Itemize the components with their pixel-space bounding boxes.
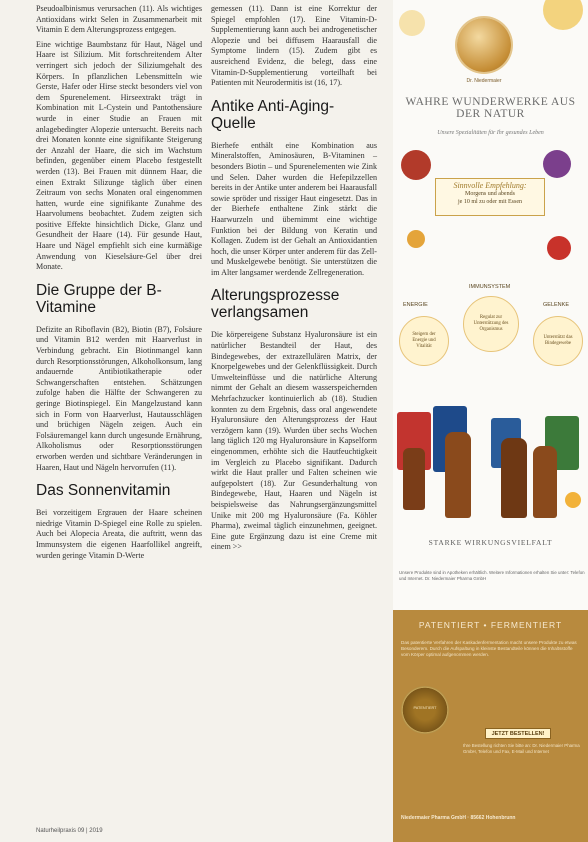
recommendation-line: je 10 ml zu oder mit Essen (458, 199, 522, 205)
paragraph: Bei vorzeitigem Ergrauen der Haare scheinen niedrige Vitamin D-Spiegel eine Rolle zu spielen. Auch bei Alopecia Areata, die auftritt, wenn das Immunsystem die eigenen Haarfollikel angreift, wurden geringe Vitamin D-Werte (36, 508, 202, 560)
brand-logo (457, 18, 511, 72)
fruit-illustration (543, 150, 571, 178)
recommendation-title: Sinnvolle Empfehlung: (453, 181, 527, 190)
decorative-splash (399, 10, 425, 36)
paragraph: Pseudoalbinismus verursachen (11). Als wichtiges Antioxidans wirkt Selen in Zusammenarbeit mit Vitamin E dem Alterungsprozess entgegen. (36, 4, 202, 35)
ad-headline: WAHRE WUNDERWERKE AUS DER NATUR (405, 96, 576, 120)
section-heading-alterungsprozesse: Alterungsprozesse verlangsamen (211, 287, 340, 322)
page-footer: Naturheilpraxis 09 | 2019 (36, 828, 103, 834)
product-bottle (533, 446, 557, 518)
benefit-bubble-left: Steigern der Energie und Vitalität (399, 316, 449, 366)
patent-panel (393, 610, 588, 842)
paragraph: gemessen (11). Dann ist eine Korrektur der Spiegel empfohlen (17). Eine Vitamin-D-Supplementierung kann auch bei androgenetischer Alopezie und bei diffusem Haarausfall die Symptome lindern (15). Zudem gibt es ausreichend Evidenz, die belegt, dass eine Vitamin-D-Supplementierung vorteilhaft bei Patienten mit Neurodermitis ist (16, 17). (211, 4, 377, 88)
paragraph: Eine wichtige Baumbstanz für Haut, Nägel und Haare ist Silizium. Mit fortschreitendem Alter verringert sich jedoch der Siliziumgehalt des Körpers. In pflanzlichen Lebensmitteln wie Gerste, Hafer oder Hirse steckt besonders viel von dem Spurenelement. Hirseextrakt trägt in Kombination mit L-Cystein und Pantothensäure wurde in einer Studie an Frauen mit anlagebedingter Alopezie untersucht. Bereits nach drei Monaten konnte eine signifikante Steigerung der Anzahl der Haare, die sich im Wachstum befinden, gegenüber einem Placebo festgestellt werden (13). Bei Frauen mit dünnem Haar, die einen Extrakt Silizunge täglich über einen Zeitraum von sechs Monaten oral eingenommen hatten, wurde eine signifikante Zunahme des Haarvolumens beobachtet. Zudem zeigten sich positive Effekte hinsichtlich Dicke, Glanz und Gesundheit der Haare (14). Für gesunde Haut, Haare und Nägel empfiehlt sich eine kurmäßige Anwendung von Kieselsäure-Gel über drei Monate. (36, 39, 202, 272)
product-bottle (445, 432, 471, 518)
decorative-splash (543, 0, 583, 30)
product-bottle (403, 448, 425, 510)
benefit-bubble-center: Regulat zur Unterstützung des Organismus (463, 296, 519, 352)
fruit-illustration (401, 150, 431, 180)
ad-fineprint: Unsere Produkte sind in Apotheken erhältlich. Weitere Informationen erhalten Sie unter: Telefon und Internet. Dr. Niedermaier Pharma GmbH (399, 570, 585, 581)
patent-title: PATENTIERT • FERMENTIERT (418, 620, 563, 630)
product-bottle (501, 438, 527, 518)
ad-strength-line: STARKE WIRKUNGSVIELFALT (428, 538, 553, 547)
order-now-button[interactable]: JETZT BESTELLEN! (485, 728, 551, 739)
recommendation-box (435, 178, 545, 216)
brand-name: Dr. Niedermaier (466, 78, 502, 84)
patent-text: Das patentierte Verfahren der Kaskadenfermentation macht unsere Produkte zu etwas Besonderem. Durch die Aufspaltung in kleinste Bestandteile können die Inhaltsstoffe vom Körper optimal aufgenommen werden. (401, 640, 577, 657)
article-column-right (211, 4, 377, 557)
section-heading-anti-aging: Antike Anti-Aging-Quelle (211, 97, 335, 132)
immun-label: IMMUNSYSTEM (469, 284, 511, 290)
article-column-left (36, 4, 202, 565)
paragraph: Defizite an Riboflavin (B2), Biotin (B7), Folsäure und Vitamin B12 werden mit Haarverlust in Verbindung gebracht. Ein Biotinmangel kann durch Resorptionsstörungen, Alkoholkonsum, lang andauernde Antibiotikatherapie oder Schwangerschaften entstehen. Schätzungen zufolge haben die Hälfte der Schwangeren zu geringe Biotinspiegel. Ein Mangelzustand kann sich in Form von Haarverlust, Hautausschlägen und brüchigen Nägeln zeigen. Auch ein Folsäuremangel kann durch ungesunde Ernährung, Alkoholismus oder Resorptionsstörungen erworben werden und sichtbare Veränderungen in Haaren, Haut und Nägeln hervorrufen (11). (36, 324, 202, 472)
seal-text: PATENTIERT (413, 706, 437, 710)
fruit-illustration (565, 492, 581, 508)
recommendation-line: Morgens und abends (465, 191, 515, 197)
benefit-bubble-right: Unterstützt das Bindegewebe (533, 316, 583, 366)
advertisement[interactable] (393, 0, 588, 842)
section-heading-b-vitamine: Die Gruppe der B-Vitamine (36, 281, 162, 316)
energie-label: ENERGIE (403, 302, 428, 308)
paragraph: Bierhefe enthält eine Kombination aus Mineralstoffen, Aminosäuren, B-Vitaminen – besonders Biotin – und Spurenelementen wie Zink und Selen. Daher wurden die Hefepilzzellen bereits in der Antike unter anderem bei Haarausfall sowie spröder und rissiger Haut eingesetzt. Das in der Bierhefe enthaltene Zink stärkt die Haarwurzeln und übernimmt eine wichtige Funktion bei der Bildung von Keratin und Kollagen. Zudem ist der Gehalt an Antioxidantien hoch, die unser Körper unter anderem für das Zell- und Muskelgewebe benötigt. Sie unterstützen die im Alter langsamer werdende Zellregeneration. (211, 140, 377, 277)
gelenke-label: GELENKE (543, 302, 569, 308)
fruit-illustration (407, 230, 425, 248)
ad-subline: Unsere Spezialitäten für Ihr gesundes Leben (437, 130, 544, 136)
company-address: Niedermaier Pharma GmbH · 85662 Hohenbrunn (401, 815, 516, 821)
fruit-illustration (547, 236, 571, 260)
paragraph: Die körpereigene Substanz Hyaluronsäure ist ein natürlicher Bestandteil der Haut, des Bindegewebes, der extrazellulären Matrix, der Knorpelgewebes und der Gelenkflüssigkeit. Durch Umwelteinflüsse und die natürliche Alterung nimmt der Gehalt an diesem wasserspeichernden Mehrfachzucker kontinuierlich ab (18). Studien konnten zu dem Ergebnis, dass oral angewendete Hyaluronsäure den Alterungsprozess der Haut verzögern kann (19). Wurden über sechs Wochen lang täglich 120 mg Hyaluronsäure in Kapselform eingenommen, erhöhte sich die Hautfeuchtigkeit im Vergleich zu Placebo signifikant. Dadurch wirkt die Haut praller und Falten scheinen wie aufgepolstert (18). Zur Gesunderhaltung von Bindegewebe, Haut, Haaren und Nägeln ist beispielsweise das Nahrungsergänzungsmittel Unike mit 200 mg Hyaluronsäure (Fa. Köhler Pharma), zweimal täglich einzunehmen, geeignet. Eine gute Ergänzung dazu ist eine Creme mit einem >> (211, 330, 377, 552)
patent-seal-icon (401, 686, 449, 734)
order-info: Ihre Bestellung richten Sie bitte an: Dr. Niedermaier Pharma GmbH, Telefon und Fax, E-Mail und Internet (463, 743, 580, 754)
section-heading-sonnenvitamin: Das Sonnenvitamin (36, 482, 171, 500)
